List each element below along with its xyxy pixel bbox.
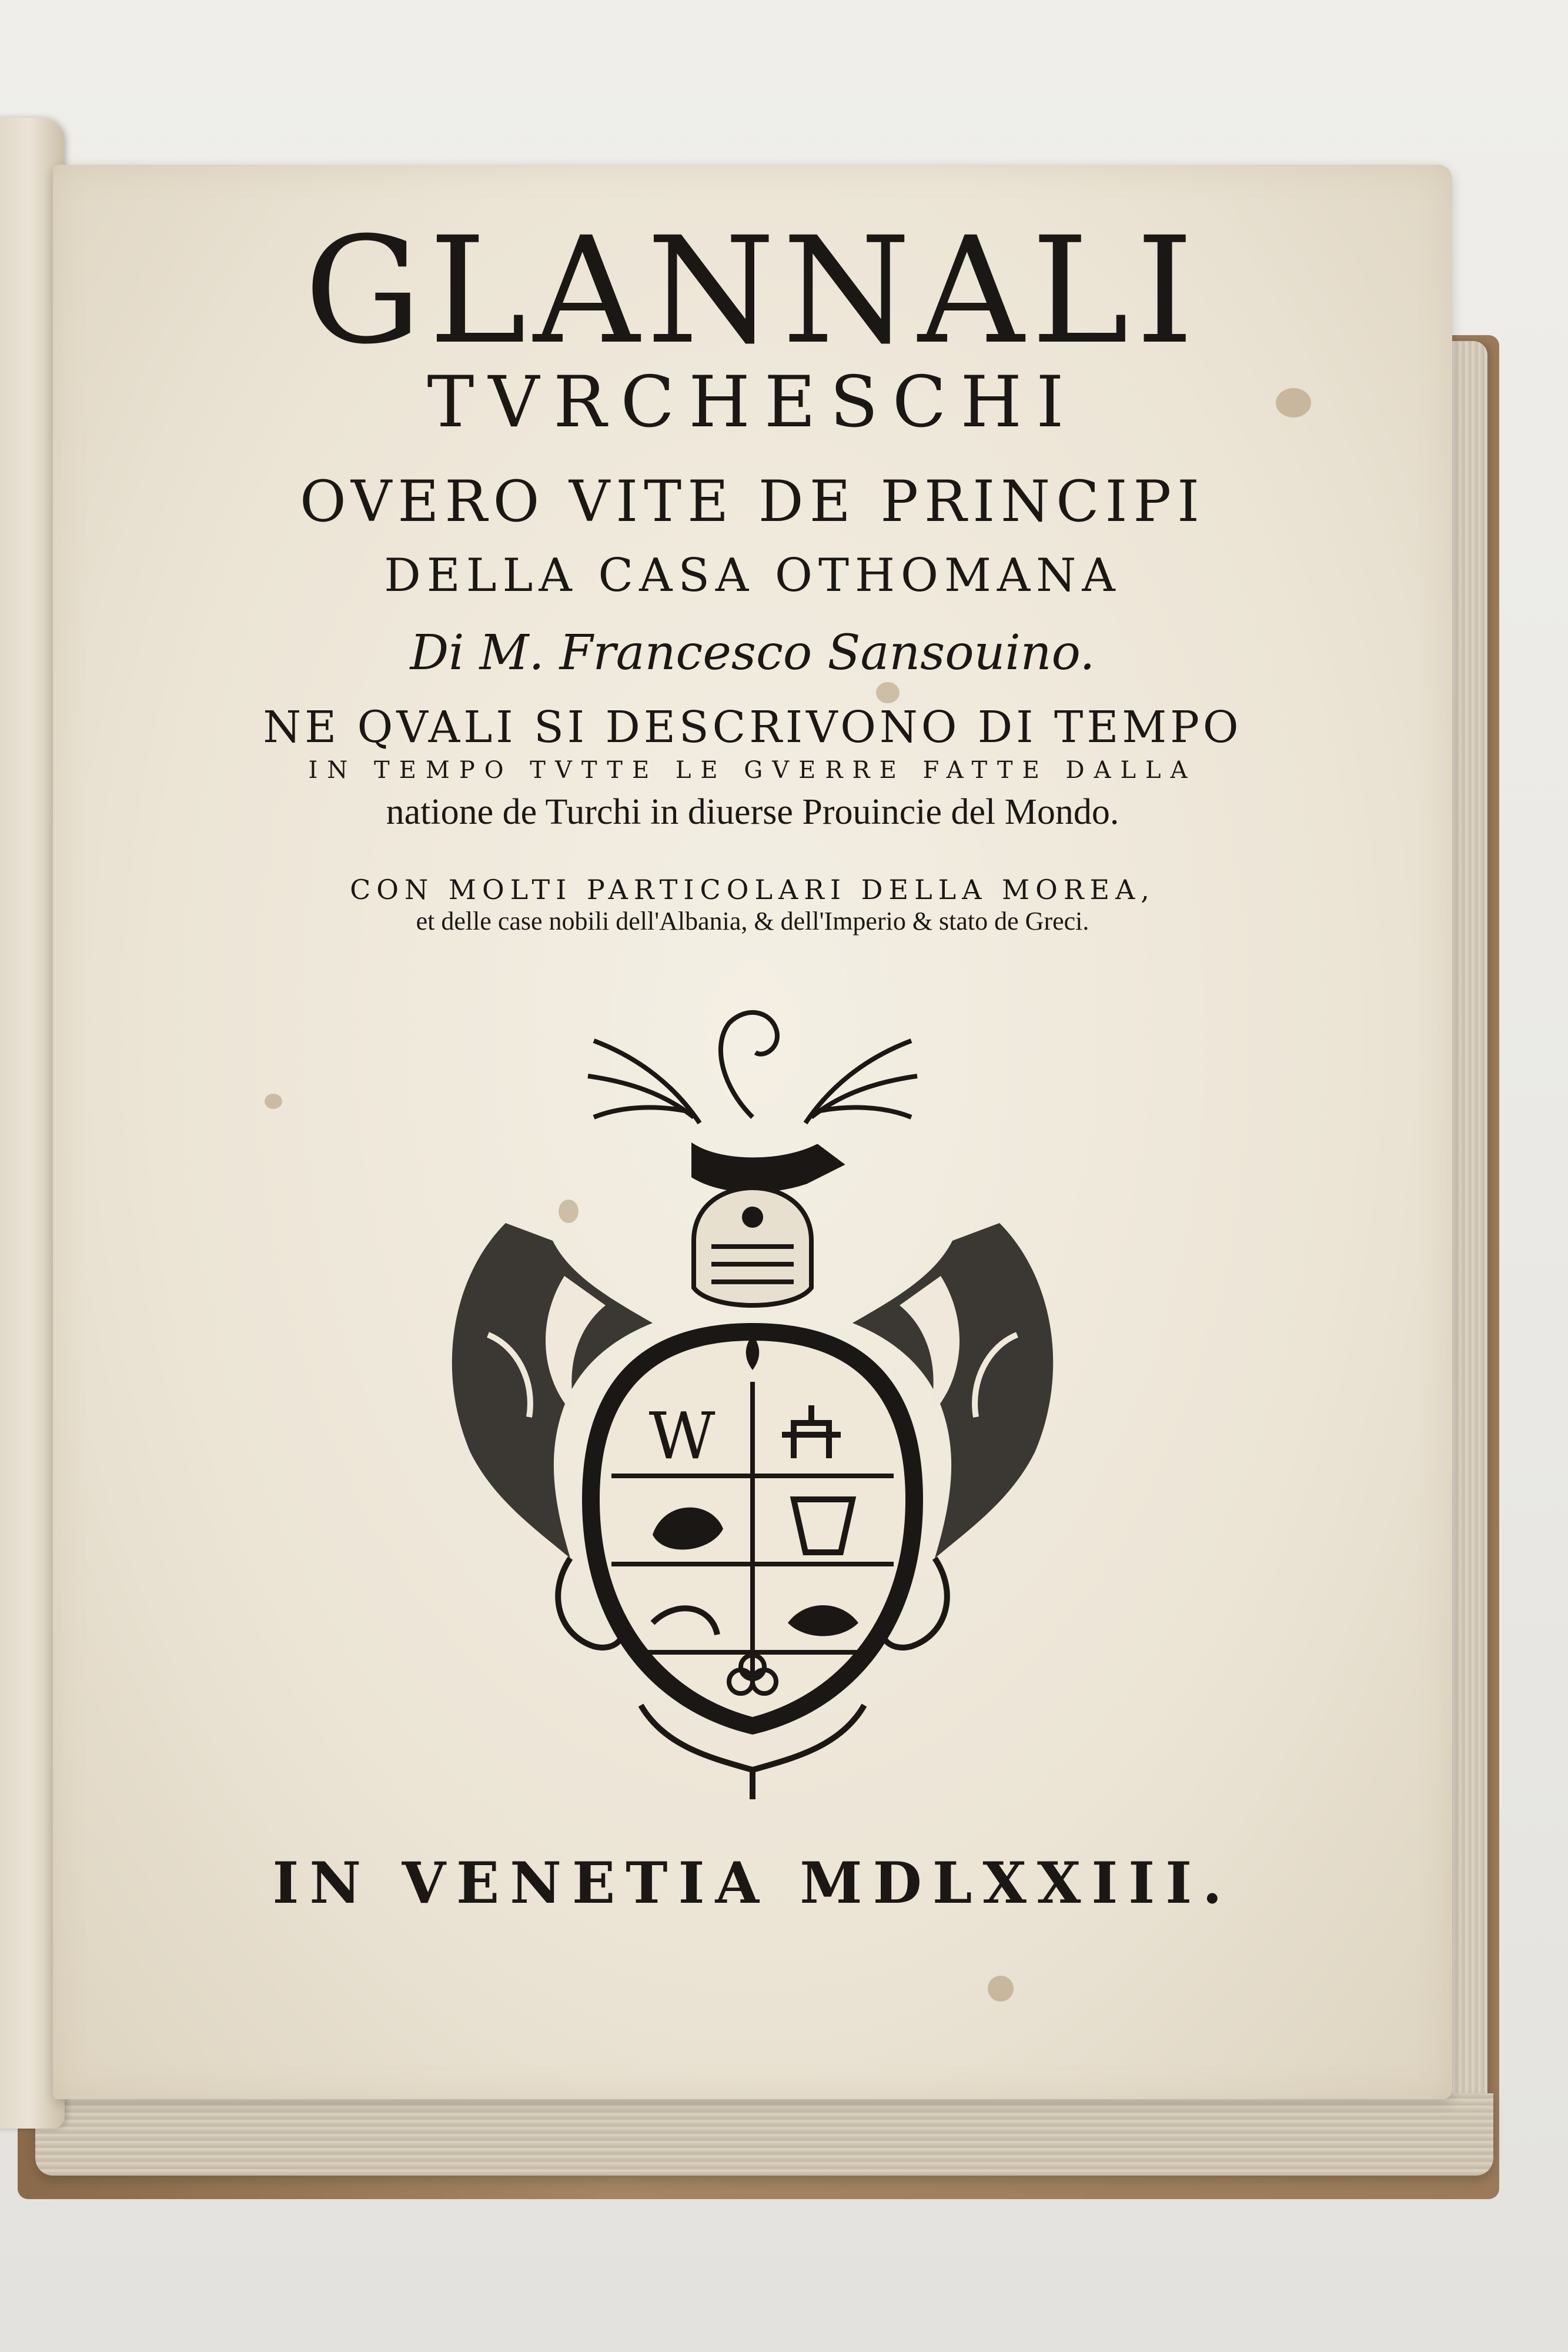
title-page (53, 165, 1452, 2099)
author-line: Di M. Francesco Sansouino. (410, 625, 1095, 681)
title-line-3: OVERO VITE DE PRINCIPI (299, 469, 1206, 534)
title-line-2: TVRCHESCHI (427, 362, 1078, 443)
foxing-stain (876, 682, 900, 703)
page-edges-bottom (35, 2093, 1493, 2176)
subtitle-line-3: natione de Turchi in diuerse Prouincie del Mondo. (386, 792, 1119, 832)
helmet (694, 1188, 811, 1305)
imprint-line: IN VENETIA MDLXXIII. (272, 1850, 1233, 1916)
subtitle-line-4: CON MOLTI PARTICOLARI DELLA MOREA, (350, 874, 1155, 906)
subtitle-line-1: NE QVALI SI DESCRIVONO DI TEMPO (263, 702, 1242, 753)
foxing-stain (988, 1976, 1014, 2002)
svg-text:W: W (648, 1398, 716, 1474)
shield (582, 1323, 923, 1735)
title-line-1: GLANNALI (304, 205, 1201, 376)
subtitle-line-2: IN TEMPO TVTTE LE GVERRE FATTE DALLA (308, 757, 1197, 784)
subtitle-line-5: et delle case nobili dell'Albania, & dell'Imperio & stato de Greci. (416, 907, 1089, 936)
coat-of-arms-icon (417, 970, 1088, 1805)
foxing-stain (265, 1094, 282, 1109)
title-line-4: DELLA CASA OTHOMANA (384, 549, 1121, 602)
